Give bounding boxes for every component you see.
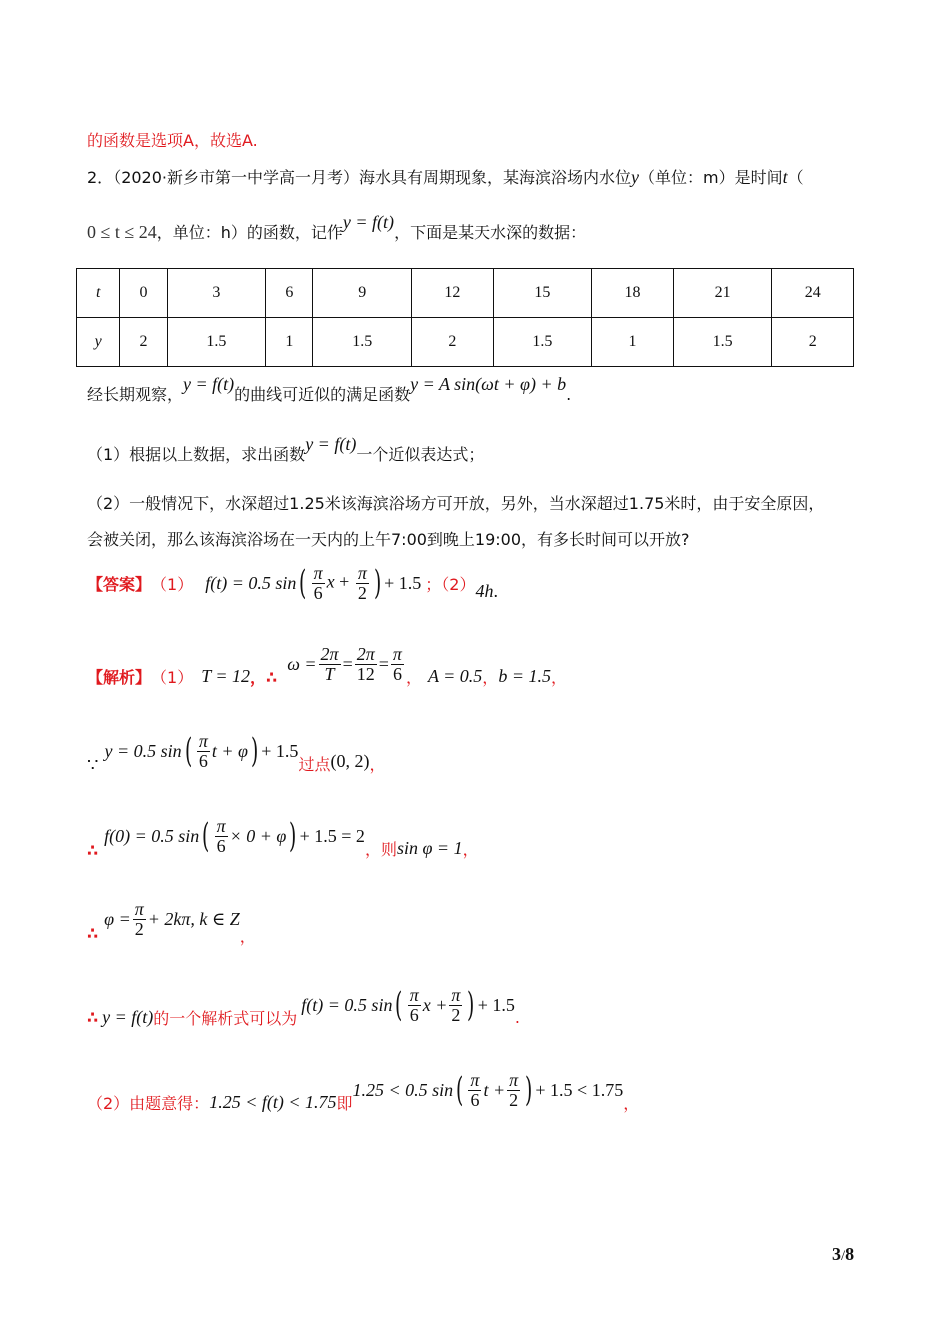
table-cell: 9 (313, 269, 412, 318)
previous-answer-tail: 的函数是选项A，故选A. (87, 131, 258, 150)
answer-expression: + 1.5 (384, 572, 422, 593)
table-cell: 2 (120, 318, 167, 367)
answer-inner: $\frac{\pi}{6}$ x + $\frac{\pi}{2}$ (313, 562, 367, 603)
frac-num: π (470, 1069, 480, 1090)
question-text: （ (787, 168, 804, 187)
part-2-line-1: （2）一般情况下，水深超过1.25米该海滨浴场方可开放，另外，当水深超过1.75米时，由于安全原因， (87, 494, 825, 513)
page-number (832, 1244, 854, 1265)
frac-den: 6 (409, 1004, 419, 1025)
comma: ， (239, 926, 256, 946)
table-header-y: y (77, 318, 120, 367)
table-cell: 3 (167, 269, 266, 318)
therefore-symbol: ∴ (87, 840, 99, 860)
var-x: x (326, 571, 335, 592)
table-cell: 12 (412, 269, 494, 318)
table-cell: 1 (592, 318, 674, 367)
therefore-symbol: ∴ (87, 1007, 99, 1027)
range-expression: 0 ≤ t ≤ 24 (87, 222, 157, 242)
frac-num: π (134, 899, 144, 919)
point-expression: (0, 2) (330, 750, 370, 771)
frac-den: 2 (357, 582, 367, 603)
comma: ， (623, 1093, 640, 1113)
offset-expression: b = 1.5 (498, 665, 551, 686)
table-cell: 0 (120, 269, 167, 318)
part-1-question (87, 432, 485, 464)
table-cell: 21 (673, 269, 772, 318)
table-header-t: t (77, 269, 120, 318)
analysis-part-label: （1） (151, 667, 194, 687)
expression: φ = (104, 908, 131, 929)
answer-tag: 【答案】 (87, 574, 152, 594)
variable-y: y (631, 167, 640, 187)
answer-expression: f(t) = 0.5 sin (205, 572, 297, 593)
part-2-line-2: 会被关闭，那么该海滨浴场在一天内的上午7:00到晚上19:00，有多长时间可以开放? (87, 530, 690, 549)
frac-den: 6 (392, 663, 402, 684)
omega-expression: ω = (287, 653, 317, 674)
frac-den: 2 (451, 1004, 461, 1025)
answer-period: . (493, 580, 498, 601)
expression: + 2kπ, k ∈ Z (147, 908, 240, 929)
body-text: 的一个解析式可以为 (153, 1008, 298, 1028)
expression: × 0 + φ (229, 825, 287, 846)
inequality: 1.25 < f(t) < 1.75 (209, 1091, 337, 1112)
answer-line (87, 563, 498, 603)
page-separator: / (841, 1248, 846, 1264)
comma: ， (405, 667, 422, 687)
frac-den: T (324, 663, 335, 684)
analysis-line-5: ∴ y = f(t) 的一个解析式可以为 f(t) = 0.5 sin ( $\frac{\pi}{6}$ x + $\frac{\pi}{2}$ ) + 1.5 . (87, 984, 520, 1028)
analysis-line-2: ∵ y = 0.5 sin ( $\frac{\pi}{6}$ t + φ ) + 1.5 过点 (0, 2) ， (87, 730, 386, 775)
table-row (77, 318, 854, 367)
expression: f(t) = 0.5 sin (301, 994, 393, 1015)
table-cell: 1.5 (167, 318, 266, 367)
analysis-line-1: 【解析】 （1） T = 12 ，∴ ω = $\frac{2\pi}{T}$ = $\frac{2\pi}{12}$ = $\frac{\pi}{6}$ ， A = 0.5 ， b = 1.5 ， (87, 644, 567, 687)
frac-num: π (409, 984, 419, 1005)
table-cell: 1.5 (673, 318, 772, 367)
question-source: （2020·新乡市第一中学高一月考） (113, 168, 359, 187)
frac-den: 6 (313, 582, 323, 603)
table-cell: 2 (412, 318, 494, 367)
expression: + 1.5 (477, 994, 515, 1015)
frac-num: π (509, 1069, 519, 1090)
frac-num: π (313, 562, 323, 583)
answer-part-label: （1） (151, 574, 194, 594)
expression: t + φ (211, 740, 249, 761)
table-cell: 24 (772, 269, 854, 318)
comma: ， (482, 667, 499, 687)
question-text: ，单位：h）的函数，记作 (156, 223, 343, 242)
frac-den: 6 (198, 750, 208, 771)
body-text: 过点 (298, 754, 331, 774)
body-text: 经长期观察， (87, 385, 184, 404)
analysis-line-4 (87, 899, 256, 946)
table-row (77, 269, 854, 318)
inequality: 1.25 < 0.5 sin (352, 1079, 454, 1100)
table-cell: 15 (493, 269, 592, 318)
frac-num: 2π (320, 644, 339, 664)
expression: sin φ = 1 (396, 837, 463, 858)
frac-num: π (451, 984, 461, 1005)
table-cell: 1.5 (493, 318, 592, 367)
analysis-tag: 【解析】 (87, 667, 152, 687)
expression: t + (483, 1079, 506, 1100)
frac-den: 2 (509, 1089, 519, 1110)
table-cell: 6 (266, 269, 313, 318)
expression: y = 0.5 sin (104, 740, 182, 761)
question-2-line-1 (87, 165, 804, 188)
period-expression: T = 12 (201, 665, 251, 686)
therefore-symbol: ，∴ (250, 667, 278, 687)
frac-num: π (357, 562, 367, 583)
analysis-line-3: ∴ f(0) = 0.5 sin ( $\frac{\pi}{6}$ × 0 + φ ) + 1.5 = 2 ，则 sin φ = 1 ， (87, 815, 479, 860)
body-text: ，则 (364, 839, 397, 859)
body-text: . (566, 385, 572, 404)
question-text: （单位：m）是时间 (639, 168, 783, 187)
comma: ， (462, 839, 479, 859)
frac-num: π (198, 730, 208, 751)
table-cell: 1 (266, 318, 313, 367)
expression: + 1.5 = 2 (299, 825, 365, 846)
frac-num: 2π (356, 644, 375, 664)
paren-left: ( (299, 563, 307, 603)
amplitude-expression: A = 0.5 (427, 665, 483, 686)
inequality: + 1.5 < 1.75 (535, 1079, 624, 1100)
body-text: 即 (336, 1093, 353, 1113)
analysis-line-6: （2）由题意得： 1.25 < f(t) < 1.75 即 1.25 < 0.5 sin ( $\frac{\pi}{6}$ t + $\frac{\pi}{2}$ ) + 1.5 < 1.75 ， (87, 1069, 640, 1113)
expression: + 1.5 (261, 740, 299, 761)
table-cell: 2 (772, 318, 854, 367)
because-symbol: ∵ (87, 754, 99, 775)
frac-num: π (216, 815, 226, 836)
period: . (514, 1007, 520, 1027)
body-text: 的曲线可近似的满足函数 (234, 385, 411, 404)
question-text: 海水具有周期现象，某海滨浴场内水位 (359, 168, 632, 187)
observation-line (87, 372, 572, 404)
function-notation: y = f(t) (183, 374, 235, 394)
therefore-symbol: ∴ (87, 923, 99, 943)
frac-den: 6 (216, 835, 226, 856)
table-cell: 18 (592, 269, 674, 318)
answer-expression: 4h (475, 580, 494, 601)
body-text: （2）由题意得： (87, 1093, 210, 1113)
page-total: 8 (845, 1244, 855, 1264)
water-depth-table (76, 268, 854, 367)
body-text: （1）根据以上数据，求出函数 (87, 445, 306, 464)
comma: ， (550, 667, 567, 687)
question-2-line-2 (87, 212, 587, 243)
frac-den: 6 (470, 1089, 480, 1110)
paren-right: ) (373, 563, 382, 603)
table-cell: 1.5 (313, 318, 412, 367)
function-notation: y = f(t) (342, 212, 395, 232)
frac-den: 12 (356, 663, 375, 684)
expression: y = f(t) (102, 1006, 154, 1027)
frac-num: π (392, 644, 402, 664)
variable-t: t (782, 167, 788, 187)
page-current: 3 (832, 1244, 841, 1264)
expression: f(0) = 0.5 sin (104, 825, 200, 846)
question-number: 2． (87, 168, 114, 187)
function-notation: y = f(t) (305, 434, 357, 454)
comma: ， (369, 754, 386, 774)
body-text: 一个近似表达式； (356, 445, 485, 464)
expression: x + (422, 994, 448, 1015)
model-expression: y = A sin(ωt + φ) + b (410, 374, 567, 394)
frac-den: 2 (134, 918, 144, 939)
answer-separator: ；（2） (425, 574, 476, 594)
question-text: ，下面是某天水深的数据： (394, 223, 587, 242)
